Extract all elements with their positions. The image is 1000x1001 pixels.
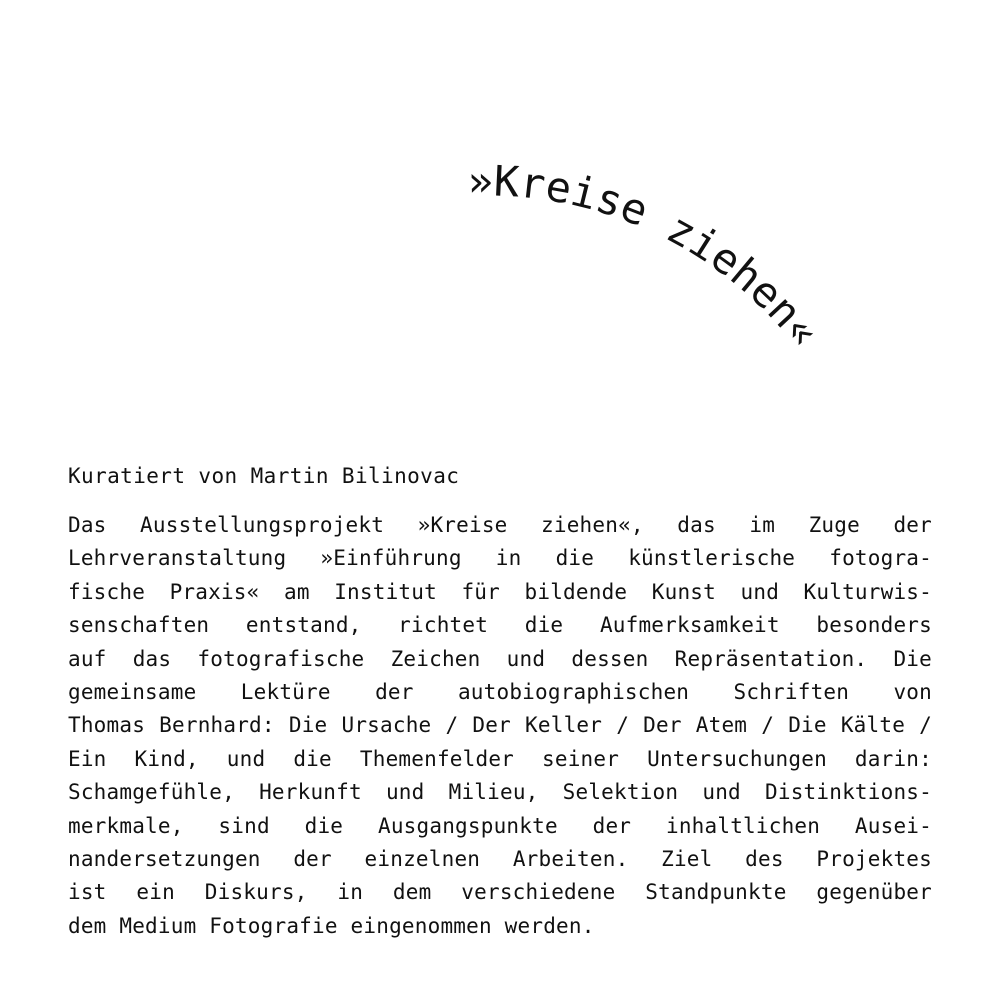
curved-title <box>0 0 1000 440</box>
body-line: senschaften entstand, richtet die Aufmerksamkeit besonders <box>68 613 932 638</box>
body-line: Lehrveranstaltung »Einführung in die künstlerische fotogra- <box>68 546 932 571</box>
body-line: Thomas Bernhard: Die Ursache / Der Keller / Der Atem / Die Kälte / <box>68 713 932 738</box>
body-line: ist ein Diskurs, in dem verschiedene Standpunkte gegenüber <box>68 880 932 905</box>
body-line: auf das fotografische Zeichen und dessen Repräsentation. Die <box>68 646 932 671</box>
body-line: Ein Kind, und die Themenfelder seiner Untersuchungen darin: <box>68 746 932 771</box>
curator-credit: Kuratiert von Martin Bilinovac <box>68 464 460 488</box>
body-line: gemeinsame Lektüre der autobiographischen Schriften von <box>68 679 932 704</box>
body-line: nandersetzungen der einzelnen Arbeiten. Ziel des Projektes <box>68 846 932 871</box>
body-line: merkmale, sind die Ausgangspunkte der inhaltlichen Ausei- <box>68 813 932 838</box>
body-line: dem Medium Fotografie eingenommen werden. <box>68 913 595 938</box>
body-line: Das Ausstellungsprojekt »Kreise ziehen«, das im Zuge der <box>68 513 932 537</box>
body-paragraph <box>68 509 932 943</box>
body-line: fische Praxis« am Institut für bildende Kunst und Kulturwis- <box>68 579 932 604</box>
body-line: Schamgefühle, Herkunft und Milieu, Selektion und Distinktions- <box>68 780 932 805</box>
page-title <box>467 156 829 356</box>
page-title-text: »Kreise ziehen« <box>467 156 830 357</box>
